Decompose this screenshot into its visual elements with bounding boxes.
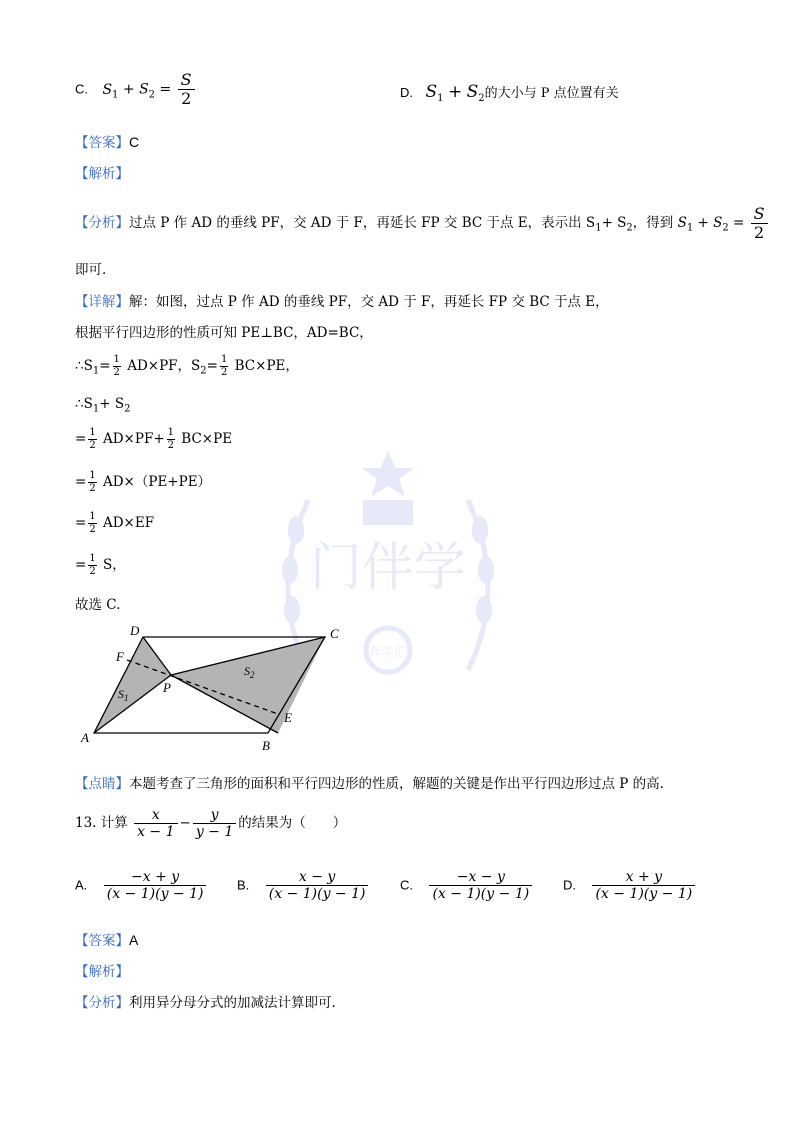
xiangjie-line-4: $\therefore S_1+ S_2$ xyxy=(75,396,131,415)
xiangjie-line-3: $\therefore S_1=$ $\frac{1}{2}$ AD×PF，$S_2=$ $\frac{1}{2}$ BC×PE， xyxy=(75,354,299,378)
label-e: E xyxy=(284,710,292,725)
xiangjie-line-8: = $\frac{1}{2}$ S， xyxy=(75,553,126,577)
label-p: P xyxy=(163,680,171,695)
xiangjie-line-6: = $\frac{1}{2}$ AD×（PE+PE） xyxy=(75,470,212,494)
answer-13: 【答案】A xyxy=(75,932,139,949)
shaded-triangle-s1 xyxy=(94,637,171,733)
q13-option-c[interactable]: C. $\frac{-x - y}{(x - 1)(y - 1)}$ xyxy=(400,870,534,901)
q13-option-a[interactable]: A. $\frac{-x + y}{(x - 1)(y - 1)}$ xyxy=(75,870,208,901)
q13-option-d[interactable]: D. $\frac{x + y}{(x - 1)(y - 1)}$ xyxy=(563,870,697,901)
analysis-12-tag: 【解析】 xyxy=(75,166,129,182)
watermark-badge: 伴学汇 xyxy=(369,645,407,659)
xiangjie-line-7: = $\frac{1}{2}$ AD×EF xyxy=(75,511,155,535)
fenxi-12-cont: 即可. xyxy=(75,262,107,278)
option-c-prev: C. $S_1 + S_2$ = $\frac{S}{2}$ xyxy=(75,72,197,107)
fenxi-13: 【分析】利用异分母分式的加减法计算即可. xyxy=(75,995,336,1011)
dianjing: 【点睛】本题考查了三角形的面积和平行四边形的性质，解题的关键是作出平行四边形过点 P 的高. xyxy=(75,776,664,792)
label-b: B xyxy=(262,738,270,753)
label-d: D xyxy=(130,623,140,638)
option-d-prev: D. $S_1 + S_2$的大小与 P 点位置有关 xyxy=(400,82,619,104)
answer-12: 【答案】C xyxy=(75,134,140,151)
xiangjie-line-2: 根据平行四边形的性质可知 PE⊥BC，AD=BC， xyxy=(75,325,373,341)
label-s1: $S_1$ xyxy=(118,687,129,703)
analysis-13-tag: 【解析】 xyxy=(75,964,129,980)
question-13-stem: 13. 计算 $\frac{x}{x - 1}$ − $\frac{y}{y - 1}$ 的结果为（ ） xyxy=(75,807,347,840)
label-s2: $S_2$ xyxy=(244,664,255,680)
xiangjie-line-1: 【详解】解：如图，过点 P 作 AD 的垂线 PF，交 AD 于 F，再延长 FP 交 BC 于点 E， xyxy=(75,294,609,310)
label-f: F xyxy=(116,649,124,664)
label-c: C xyxy=(330,626,339,641)
shaded-triangle-s2 xyxy=(171,637,325,733)
xiangjie-conclusion: 故选 C. xyxy=(75,597,121,613)
watermark-text: 门伴学 xyxy=(309,540,467,597)
fenxi-12: 【分析】过点 P 作 AD 的垂线 PF，交 AD 于 F，再延长 FP 交 BC 于点 E，表示出 $S_1+ S_2$，得到 $S_1 + S_2$ = $\frac{S}{2}$ xyxy=(75,206,770,241)
label-a: A xyxy=(81,730,89,745)
xiangjie-line-5: = $\frac{1}{2}$ AD×PF+ $\frac{1}{2}$ BC×PE xyxy=(75,427,233,451)
q13-option-b[interactable]: B. $\frac{x - y}{(x - 1)(y - 1)}$ xyxy=(237,870,370,901)
parallelogram-figure xyxy=(78,620,358,755)
